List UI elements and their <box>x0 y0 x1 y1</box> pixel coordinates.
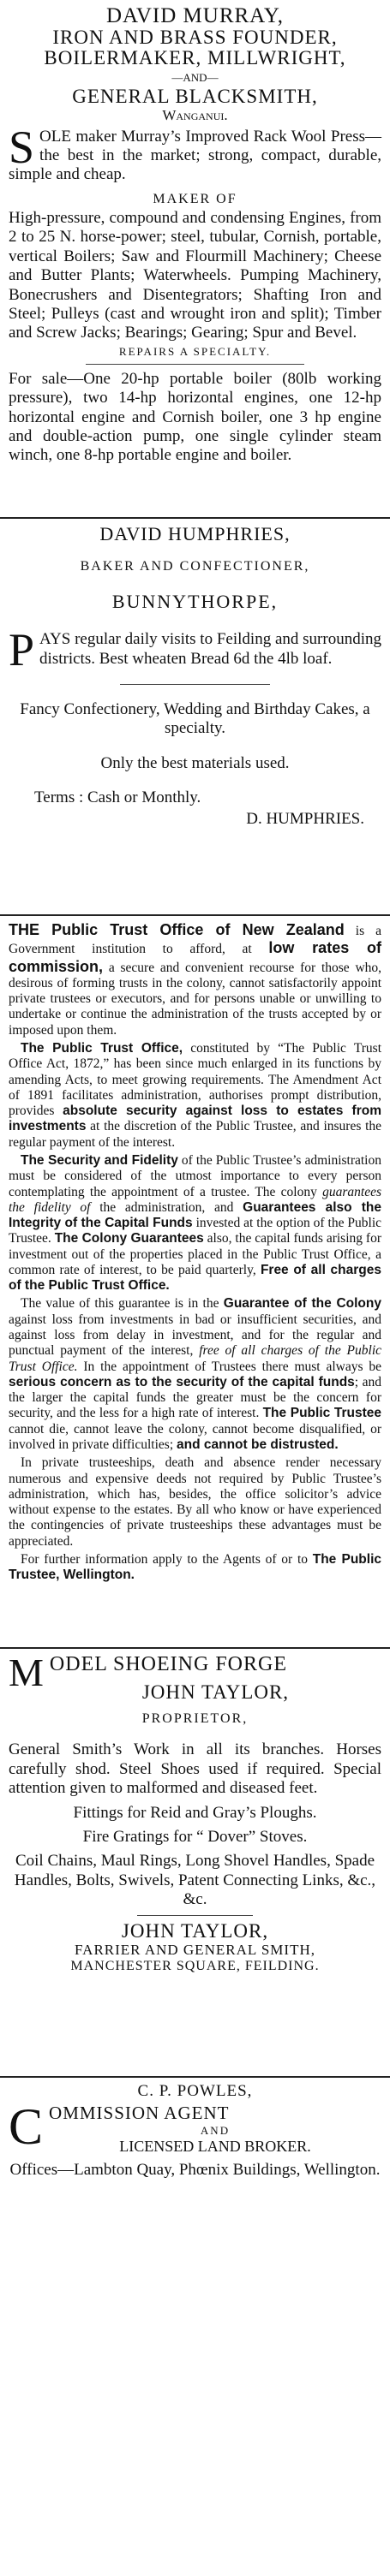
humphries-town: BUNNYTHORPE, <box>111 591 279 613</box>
trust-p4-text-2: against loss from investments in bad or insufficient securities, and against loss from delay in investment, and for the regular and punctual payment of the interest, <box>9 1312 381 1359</box>
trust-p3-integrity: Guarantees also the Integrity of the Capital Funds <box>9 1199 382 1231</box>
humphries-dropcap: P <box>9 624 35 676</box>
humphries-signature: D. HUMPHRIES. <box>246 809 364 828</box>
trust-p3-italic: guarantees the fidelity of <box>9 1184 382 1215</box>
trust-p3-text-4: also, the capital funds arising for investment out of the properties placed in the Public Trust Office, a common rate of interest, to be paid quarterly, <box>9 1231 381 1277</box>
trust-p6-contact: The Public Trustee, Wellington. <box>9 1551 381 1583</box>
trust-paragraph-3 <box>9 1153 381 1294</box>
trust-p4-text-4: ; and the larger the capital funds the greater must be the concern for security, and the less for a high rate of interest. <box>9 1374 381 1421</box>
murray-dropcap: S <box>9 121 35 173</box>
humphries-visits-text: AYS regular daily visits to Feilding and surrounding districts. Best wheaten Bread 6d the 4lb loaf. <box>39 630 381 668</box>
trust-intro-text-2: a secure and convenient recourse for those who, desirous of forming trusts in the colony, cannot satisfactorily appoint private trustees or executors, and for persons unable or unwilling to undertake or continue the administration of the trusts accepted by or imposed upon them. <box>9 960 382 1038</box>
taylor-services: General Smith’s Work in all its branches. Horses carefully shod. Steel Shoes used if required. Special attention given to malformed and diseased feet. <box>9 1740 381 1798</box>
trust-p4-not-distrusted: and cannot be distrusted. <box>177 1437 339 1452</box>
trust-intro <box>9 921 381 1038</box>
ad-david-humphries <box>0 519 390 916</box>
murray-town: Wanganui. <box>162 106 228 123</box>
taylor-role: PROPRIETOR, <box>141 1711 249 1727</box>
murray-for-sale: For sale—One 20-hp portable boiler (80lb working pressure), two 14-hp horizontal engines, one 12-hp horizontal engine and Cornish boiler, one 3 hp engine and double-action pump, one single cylinder steam winch, one 8-hp portable engine and boiler. <box>9 369 381 465</box>
trust-paragraph-5: In private trusteeships, death and absence render necessary numerous and expensive deeds not required by Public Trustee’s administration, which has, besides, the office solicitor’s advice without expense to the estates. By all who know or have experienced the contingencies of private trusteeships these advantages must be appreciated. <box>9 1455 381 1549</box>
ad-public-trust-office <box>0 916 390 1649</box>
divider <box>86 364 304 365</box>
humphries-terms: Terms : Cash or Monthly. <box>34 788 201 807</box>
taylor-name: JOHN TAYLOR, <box>141 1681 290 1704</box>
taylor-products: Coil Chains, Maul Rings, Long Shovel Handles, Spade Handles, Bolts, Swivels, Patent Connecting Links, &c., &c. <box>14 1852 376 1909</box>
murray-name: DAVID MURRAY, <box>105 4 285 27</box>
trust-p4-text: The value of this guarantee is in the <box>21 1296 219 1312</box>
trust-low-commission: low rates of commission, <box>9 939 381 975</box>
powles-title-text: OMMISSION AGENT <box>49 2102 230 2123</box>
trust-p4-guarantee: Guarantee of the Colony <box>223 1296 381 1312</box>
trust-p3-text: of the Public Trustee’s administration must be considered of the utmost importance to every person contemplating the appointment of a trustee. The colony <box>9 1152 381 1199</box>
taylor-gratings: Fire Gratings for “ Dover” Stoves. <box>82 1827 308 1846</box>
trust-p3-free-of-charges: Free of all charges of the Public Trust Office. <box>9 1262 381 1294</box>
murray-product-list: High-pressure, compound and condensing Engines, from 2 to 25 N. horse-power; steel, tubular, Cornish, portable, vertical Boilers; Saw and Flourmill Machinery; Cheese and Butter Plants; Waterwheels. Pumping Machinery, Bonecrushers and Disentegrators; Shafting Iron and Steel; Pulleys (cast and wrought iron and split); Timber and Screw Jacks; Bearings; Gearing; Spur and Bevel. <box>9 208 381 342</box>
trust-p2-text: constituted by “The Public Trust Office Act, 1872,” has been since much enlarged in its functions by amending Acts, to meet growing requirements. The Amendment Act of 1891 facilitates administration, authorises prompt distribution, provides <box>9 1040 381 1119</box>
divider <box>137 1915 253 1916</box>
taylor-title-text: ODEL SHOEING FORGE <box>49 1653 288 1675</box>
powles-name: C. P. POWLES, <box>137 2082 253 2100</box>
humphries-materials: Only the best materials used. <box>100 753 290 772</box>
murray-intro-text: OLE maker Murray’s Improved Rack Wool Press—the best in the market; strong, compact, durable, simple and cheap. <box>9 127 381 184</box>
trust-p2-text-2: at the discretion of the Public Trustee, and insures the regular payment of the interest. <box>9 1119 382 1150</box>
humphries-confectionery: Fancy Confectionery, Wedding and Birthday Cakes, a specialty. <box>20 700 370 738</box>
taylor-dropcap: M <box>9 1651 45 1694</box>
powles-dropcap: C <box>9 2097 45 2155</box>
murray-maker-of: MAKER OF <box>153 191 237 206</box>
trust-p3-text-2: the administration, and <box>99 1199 234 1215</box>
trust-p4-public-trustee: The Public Trustee <box>262 1406 382 1421</box>
taylor-name-2: JOHN TAYLOR, <box>121 1919 269 1942</box>
trust-p3-colony-guarantees: The Colony Guarantees <box>54 1231 204 1246</box>
powles-and: AND <box>200 2123 231 2137</box>
humphries-name: DAVID HUMPHRIES, <box>99 523 291 544</box>
trust-intro-heading: THE Public Trust Office of New Zealand <box>9 921 345 938</box>
trust-p6-text: For further information apply to the Agents of or to <box>21 1551 308 1567</box>
taylor-fittings: Fittings for Reid and Gray’s Ploughs. <box>73 1803 317 1822</box>
trust-p4-italic: free of all charges of the Public Trust Office. <box>9 1343 382 1374</box>
trust-p3-heading: The Security and Fidelity <box>21 1152 178 1168</box>
trust-intro-text: is a Government institution to afford, at <box>9 924 381 957</box>
trust-p3-text-3: invested at the option of the Public Trustee. <box>9 1216 382 1246</box>
ad-david-murray <box>0 0 390 519</box>
humphries-trade: BAKER AND CONFECTIONER, <box>80 559 310 574</box>
trust-paragraph-4 <box>9 1296 381 1453</box>
powles-role: LICENSED LAND BROKER. <box>119 2137 311 2155</box>
taylor-address: MANCHESTER SQUARE, FEILDING. <box>70 1958 320 1973</box>
powles-offices: Offices—Lambton Quay, Phœnix Buildings, Wellington. <box>9 2160 381 2179</box>
murray-repairs: REPAIRS A SPECIALTY. <box>118 344 272 358</box>
ad-model-shoeing-forge <box>0 1649 390 2078</box>
trust-p2-heading: The Public Trust Office, <box>21 1040 183 1056</box>
ad-cp-powles <box>0 2078 390 2261</box>
murray-trade-1: IRON AND BRASS FOUNDER, <box>52 27 338 49</box>
murray-intro <box>9 121 381 185</box>
murray-trade-3: GENERAL BLACKSMITH, <box>72 85 318 107</box>
trust-p2-security: absolute security against loss to estates from investments <box>9 1104 382 1134</box>
trust-p4-serious-concern: serious concern as to the security of the capital funds <box>9 1374 355 1389</box>
murray-trade-2: BOILERMAKER, MILLWRIGHT, <box>44 47 346 69</box>
trust-paragraph-6 <box>9 1552 381 1584</box>
trust-p4-text-5: cannot die, cannot leave the colony, cannot become disqualified, or involved in private difficulties; <box>9 1421 381 1452</box>
taylor-role-2: FARRIER AND GENERAL SMITH, <box>74 1941 315 1958</box>
trust-p4-text-3: In the appointment of Trustees there must always be <box>83 1359 381 1374</box>
murray-and: —AND— <box>171 70 219 84</box>
divider <box>120 684 270 685</box>
trust-paragraph-2 <box>9 1041 381 1151</box>
humphries-visits <box>9 624 381 676</box>
